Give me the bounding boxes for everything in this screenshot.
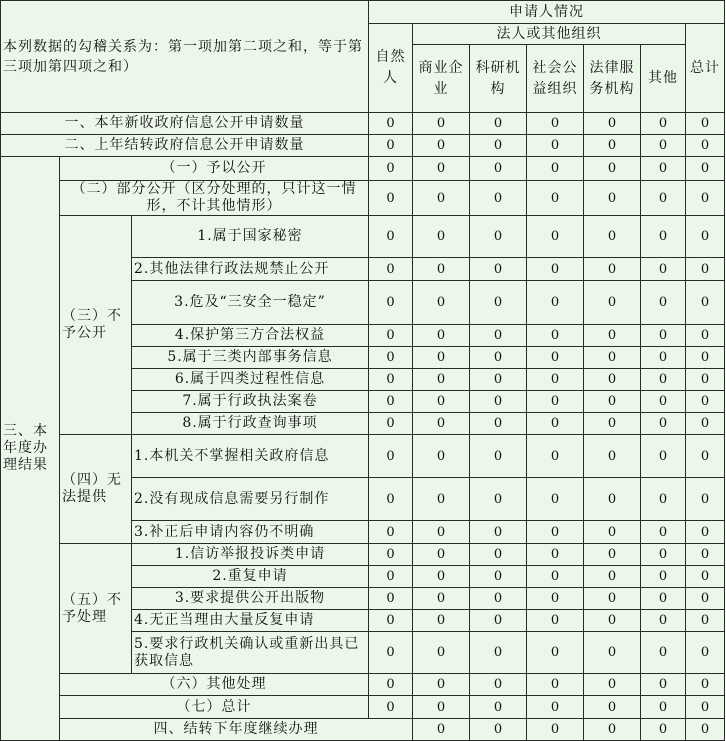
cell-commercial: 0 — [413, 674, 470, 696]
cell-research: 0 — [470, 347, 527, 369]
row-label: 1.信访举报投诉类申请 — [132, 544, 369, 566]
cell-other: 0 — [641, 521, 686, 544]
cell-total: 0 — [686, 347, 725, 369]
row-label: 8.属于行政查询事项 — [132, 413, 369, 435]
cell-commercial: 0 — [413, 369, 470, 391]
cell-public-welfare: 0 — [527, 216, 584, 258]
cell-natural-person: 0 — [369, 325, 413, 347]
header-note: 本列数据的勾稽关系为：第一项加第二项之和，等于第三项加第四项之和） — [1, 1, 369, 113]
cell-other: 0 — [641, 588, 686, 610]
cell-legal-service: 0 — [584, 544, 641, 566]
cell-legal-service: 0 — [584, 369, 641, 391]
cell-total: 0 — [686, 281, 725, 325]
cell-natural-person: 0 — [369, 544, 413, 566]
cell-natural-person: 0 — [369, 391, 413, 413]
cell-natural-person: 0 — [369, 258, 413, 281]
cell-other: 0 — [641, 113, 686, 135]
table-row — [1, 719, 725, 741]
table-row — [1, 157, 725, 181]
cell-commercial: 0 — [413, 281, 470, 325]
cell-commercial: 0 — [413, 181, 470, 216]
cell-natural-person: 0 — [369, 521, 413, 544]
cell-total: 0 — [686, 325, 725, 347]
cell-research: 0 — [470, 216, 527, 258]
cell-research: 0 — [470, 413, 527, 435]
cell-legal-service: 0 — [584, 521, 641, 544]
cell-public-welfare: 0 — [527, 157, 584, 181]
cell-other: 0 — [641, 258, 686, 281]
cell-other: 0 — [641, 369, 686, 391]
cell-research: 0 — [470, 325, 527, 347]
cell-other: 0 — [641, 632, 686, 674]
cell-other: 0 — [641, 544, 686, 566]
cell-commercial: 0 — [413, 435, 470, 478]
row-label: （一）予以公开 — [60, 157, 369, 181]
cell-public-welfare: 0 — [527, 566, 584, 588]
table-row — [1, 435, 725, 478]
cell-legal-service: 0 — [584, 347, 641, 369]
cell-research: 0 — [470, 157, 527, 181]
cell-other: 0 — [641, 478, 686, 521]
cell-total: 0 — [686, 696, 725, 719]
cell-research: 0 — [470, 696, 527, 719]
table-row — [1, 113, 725, 135]
cell-public-welfare: 0 — [527, 588, 584, 610]
cell-total: 0 — [686, 135, 725, 157]
cell-natural-person: 0 — [369, 632, 413, 674]
cell-legal-service: 0 — [584, 216, 641, 258]
cell-public-welfare: 0 — [527, 113, 584, 135]
cell-other: 0 — [641, 435, 686, 478]
cell-research: 0 — [470, 181, 527, 216]
header-research: 科研机构 — [470, 45, 527, 113]
cell-other: 0 — [641, 157, 686, 181]
cell-other: 0 — [641, 325, 686, 347]
cell-total: 0 — [686, 588, 725, 610]
cell-public-welfare: 0 — [527, 347, 584, 369]
row-label: 2.没有现成信息需要另行制作 — [132, 478, 369, 521]
cell-other: 0 — [641, 347, 686, 369]
cell-commercial: 0 — [413, 696, 470, 719]
cell-research: 0 — [470, 258, 527, 281]
row-label: 2.重复申请 — [132, 566, 369, 588]
row-label: （七）总计 — [60, 696, 369, 719]
cell-public-welfare: 0 — [527, 325, 584, 347]
cell-legal-service: 0 — [584, 588, 641, 610]
side-label-not-processed: （五）不予处理 — [60, 544, 132, 674]
cell-natural-person: 0 — [369, 674, 413, 696]
cell-research: 0 — [470, 281, 527, 325]
cell-other: 0 — [641, 566, 686, 588]
cell-public-welfare: 0 — [527, 478, 584, 521]
cell-other: 0 — [641, 216, 686, 258]
cell-research: 0 — [470, 566, 527, 588]
row-label: 二、上年结转政府信息公开申请数量 — [1, 135, 369, 157]
header-legal-group: 法人或其他组织 — [413, 24, 686, 45]
cell-other: 0 — [641, 281, 686, 325]
cell-public-welfare: 0 — [527, 521, 584, 544]
cell-legal-service: 0 — [584, 435, 641, 478]
cell-total: 0 — [686, 478, 725, 521]
cell-natural-person: 0 — [369, 588, 413, 610]
row-label: 1.本机关不掌握相关政府信息 — [132, 435, 369, 478]
cell-commercial: 0 — [413, 325, 470, 347]
cell-legal-service: 0 — [584, 391, 641, 413]
row-label: 6.属于四类过程性信息 — [132, 369, 369, 391]
cell-research: 0 — [470, 113, 527, 135]
cell-natural-person: 0 — [413, 719, 470, 741]
cell-natural-person: 0 — [369, 435, 413, 478]
cell-legal-service: 0 — [584, 135, 641, 157]
cell-public-welfare: 0 — [584, 719, 641, 741]
cell-commercial: 0 — [413, 566, 470, 588]
row-label: （六）其他处理 — [60, 674, 369, 696]
cell-commercial: 0 — [413, 521, 470, 544]
header-applicant-group: 申请人情况 — [369, 1, 725, 24]
table-row — [1, 135, 725, 157]
cell-commercial: 0 — [413, 347, 470, 369]
cell-total: 0 — [686, 435, 725, 478]
cell-legal-service: 0 — [584, 566, 641, 588]
cell-total: 0 — [686, 391, 725, 413]
cell-public-welfare: 0 — [527, 281, 584, 325]
row-label: 3.要求提供公开出版物 — [132, 588, 369, 610]
cell-total: 0 — [686, 216, 725, 258]
cell-other: 0 — [641, 135, 686, 157]
cell-natural-person: 0 — [369, 610, 413, 632]
table-row — [1, 544, 725, 566]
cell-public-welfare: 0 — [527, 674, 584, 696]
cell-commercial: 0 — [470, 719, 527, 741]
cell-research: 0 — [470, 391, 527, 413]
cell-other: 0 — [641, 696, 686, 719]
table-row — [1, 696, 725, 719]
cell-commercial: 0 — [413, 413, 470, 435]
header-natural-person: 自然人 — [369, 24, 413, 113]
cell-legal-service: 0 — [584, 632, 641, 674]
cell-other: 0 — [641, 391, 686, 413]
header-commercial: 商业企业 — [413, 45, 470, 113]
cell-research: 0 — [527, 719, 584, 741]
cell-public-welfare: 0 — [527, 544, 584, 566]
cell-public-welfare: 0 — [527, 181, 584, 216]
cell-commercial: 0 — [413, 391, 470, 413]
cell-natural-person: 0 — [369, 347, 413, 369]
row-label: 5.要求行政机关确认或重新出具已获取信息 — [132, 632, 369, 674]
cell-research: 0 — [470, 632, 527, 674]
row-label: 一、本年新收政府信息公开申请数量 — [1, 113, 369, 135]
cell-legal-service: 0 — [584, 258, 641, 281]
cell-research: 0 — [470, 521, 527, 544]
cell-public-welfare: 0 — [527, 258, 584, 281]
cell-research: 0 — [470, 610, 527, 632]
cell-legal-service: 0 — [584, 181, 641, 216]
row-label: 4.无正当理由大量反复申请 — [132, 610, 369, 632]
header-total: 总计 — [686, 24, 725, 113]
cell-legal-service: 0 — [584, 674, 641, 696]
cell-other: 0 — [641, 674, 686, 696]
cell-research: 0 — [470, 478, 527, 521]
cell-natural-person: 0 — [369, 413, 413, 435]
side-label-not-disclosed: （三）不予公开 — [60, 216, 132, 435]
side-label-section3: 三、本年度办理结果 — [1, 157, 60, 741]
cell-total: 0 — [686, 674, 725, 696]
cell-total: 0 — [686, 521, 725, 544]
cell-legal-service: 0 — [584, 696, 641, 719]
cell-other: 0 — [641, 610, 686, 632]
cell-total: 0 — [686, 181, 725, 216]
row-label: 3.补正后申请内容仍不明确 — [132, 521, 369, 544]
cell-natural-person: 0 — [369, 281, 413, 325]
cell-natural-person: 0 — [369, 696, 413, 719]
cell-other: 0 — [641, 413, 686, 435]
cell-public-welfare: 0 — [527, 632, 584, 674]
table-row — [1, 181, 725, 216]
row-label: 5.属于三类内部事务信息 — [132, 347, 369, 369]
header-public-welfare: 社会公益组织 — [527, 45, 584, 113]
cell-total: 0 — [686, 413, 725, 435]
cell-total: 0 — [686, 157, 725, 181]
cell-natural-person: 0 — [369, 135, 413, 157]
cell-commercial: 0 — [413, 113, 470, 135]
cell-research: 0 — [470, 135, 527, 157]
cell-research: 0 — [470, 435, 527, 478]
cell-natural-person: 0 — [369, 216, 413, 258]
cell-natural-person: 0 — [369, 478, 413, 521]
cell-research: 0 — [470, 544, 527, 566]
table-row — [1, 674, 725, 696]
table-row — [1, 216, 725, 258]
cell-commercial: 0 — [413, 610, 470, 632]
cell-total: 0 — [686, 610, 725, 632]
row-label: 2.其他法律行政法规禁止公开 — [132, 258, 369, 281]
cell-public-welfare: 0 — [527, 435, 584, 478]
cell-total: 0 — [686, 566, 725, 588]
cell-legal-service: 0 — [584, 113, 641, 135]
cell-public-welfare: 0 — [527, 369, 584, 391]
cell-legal-service: 0 — [584, 157, 641, 181]
cell-public-welfare: 0 — [527, 696, 584, 719]
cell-total: 0 — [686, 632, 725, 674]
cell-natural-person: 0 — [369, 566, 413, 588]
cell-legal-service: 0 — [584, 610, 641, 632]
row-label: 四、结转下年度继续办理 — [60, 719, 413, 741]
row-label: （二）部分公开（区分处理的，只计这一情形，不计其他情形） — [60, 181, 369, 216]
row-label: 1.属于国家秘密 — [132, 216, 369, 258]
cell-public-welfare: 0 — [527, 135, 584, 157]
row-label: 3.危及“三安全一稳定” — [132, 281, 369, 325]
cell-natural-person: 0 — [369, 113, 413, 135]
header-legal-service: 法律服务机构 — [584, 45, 641, 113]
cell-total: 0 — [686, 544, 725, 566]
header-other: 其他 — [641, 45, 686, 113]
cell-legal-service: 0 — [584, 325, 641, 347]
cell-legal-service: 0 — [584, 478, 641, 521]
cell-public-welfare: 0 — [527, 391, 584, 413]
cell-legal-service: 0 — [641, 719, 686, 741]
cell-research: 0 — [470, 674, 527, 696]
cell-commercial: 0 — [413, 135, 470, 157]
cell-commercial: 0 — [413, 258, 470, 281]
cell-natural-person: 0 — [369, 181, 413, 216]
cell-commercial: 0 — [413, 588, 470, 610]
cell-other: 0 — [686, 719, 725, 741]
side-label-cannot-provide: （四）无法提供 — [60, 435, 132, 544]
cell-total: 0 — [686, 369, 725, 391]
cell-commercial: 0 — [413, 544, 470, 566]
cell-legal-service: 0 — [584, 413, 641, 435]
cell-natural-person: 0 — [369, 157, 413, 181]
cell-public-welfare: 0 — [527, 413, 584, 435]
cell-commercial: 0 — [413, 157, 470, 181]
cell-commercial: 0 — [413, 632, 470, 674]
row-label: 7.属于行政执法案卷 — [132, 391, 369, 413]
row-label: 4.保护第三方合法权益 — [132, 325, 369, 347]
cell-public-welfare: 0 — [527, 610, 584, 632]
cell-research: 0 — [470, 369, 527, 391]
cell-total: 0 — [686, 258, 725, 281]
cell-research: 0 — [470, 588, 527, 610]
cell-other: 0 — [641, 181, 686, 216]
cell-natural-person: 0 — [369, 369, 413, 391]
cell-total: 0 — [686, 113, 725, 135]
cell-commercial: 0 — [413, 478, 470, 521]
cell-legal-service: 0 — [584, 281, 641, 325]
cell-commercial: 0 — [413, 216, 470, 258]
